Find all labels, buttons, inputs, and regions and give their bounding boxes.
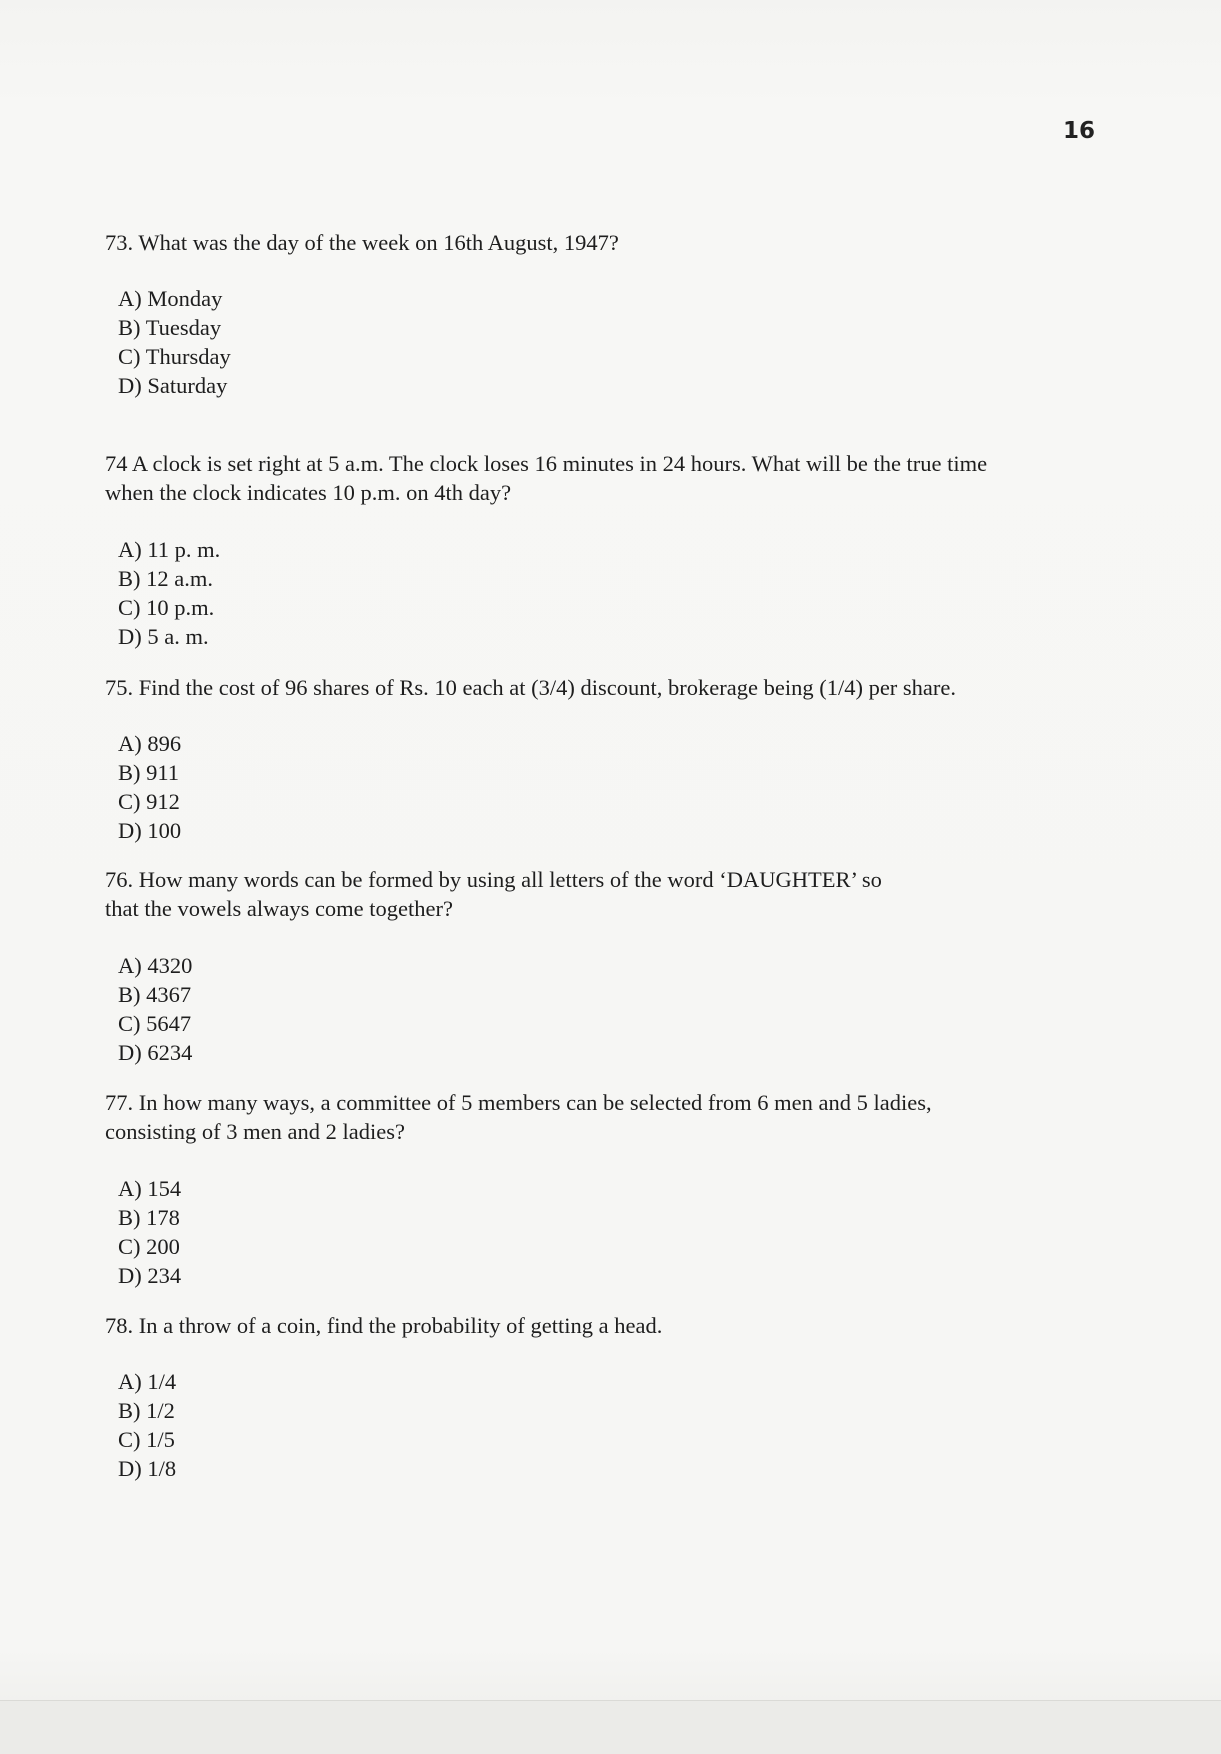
option-c: C) 10 p.m.: [118, 595, 215, 620]
question-text: 76. How many words can be formed by using all letters of the word ‘DAUGHTER’ so that the vowels always come together?: [105, 867, 882, 921]
option-b: B) Tuesday: [118, 315, 222, 340]
question-text: 75. Find the cost of 96 shares of Rs. 10 each at (3/4) discount, brokerage being (1/4) per share.: [105, 675, 957, 700]
options-76: [118, 951, 192, 1067]
question-77: [105, 1088, 932, 1146]
option-d: D) 5 a. m.: [118, 624, 209, 649]
option-c: C) 5647: [118, 1011, 192, 1036]
option-a: A) 896: [118, 731, 182, 756]
options-73: [118, 284, 231, 400]
question-78: [105, 1311, 662, 1340]
option-c: C) 1/5: [118, 1427, 175, 1452]
option-b: B) 4367: [118, 982, 192, 1007]
question-text: 77. In how many ways, a committee of 5 members can be selected from 6 men and 5 ladies, consisting of 3 men and 2 ladies?: [105, 1090, 932, 1144]
option-d: D) 100: [118, 818, 182, 843]
options-77: [118, 1174, 181, 1290]
option-d: D) 1/8: [118, 1456, 177, 1481]
option-c: C) 200: [118, 1234, 180, 1259]
options-75: [118, 729, 181, 845]
option-a: A) Monday: [118, 286, 223, 311]
options-74: [118, 535, 220, 651]
option-a: A) 154: [118, 1176, 182, 1201]
page-bottom-edge: [0, 1700, 1221, 1754]
option-b: B) 911: [118, 760, 180, 785]
option-a: A) 4320: [118, 953, 193, 978]
option-a: A) 1/4: [118, 1369, 177, 1394]
question-76: [105, 865, 882, 923]
option-d: D) 234: [118, 1263, 182, 1288]
option-d: D) Saturday: [118, 373, 228, 398]
option-d: D) 6234: [118, 1040, 193, 1065]
option-c: C) Thursday: [118, 344, 231, 369]
question-75: [105, 673, 956, 702]
option-a: A) 11 p. m.: [118, 537, 221, 562]
option-b: B) 1/2: [118, 1398, 175, 1423]
option-c: C) 912: [118, 789, 180, 814]
options-78: [118, 1367, 176, 1483]
question-text: 73. What was the day of the week on 16th August, 1947?: [105, 230, 619, 255]
question-text: 74 A clock is set right at 5 a.m. The clock loses 16 minutes in 24 hours. What will be the true time when the clock indicates 10 p.m. on 4th day?: [105, 451, 988, 505]
question-74: [105, 449, 987, 507]
question-text: 78. In a throw of a coin, find the probability of getting a head.: [105, 1313, 663, 1338]
question-73: [105, 228, 619, 257]
option-b: B) 178: [118, 1205, 180, 1230]
page-number: 16: [1063, 118, 1096, 144]
option-b: B) 12 a.m.: [118, 566, 213, 591]
